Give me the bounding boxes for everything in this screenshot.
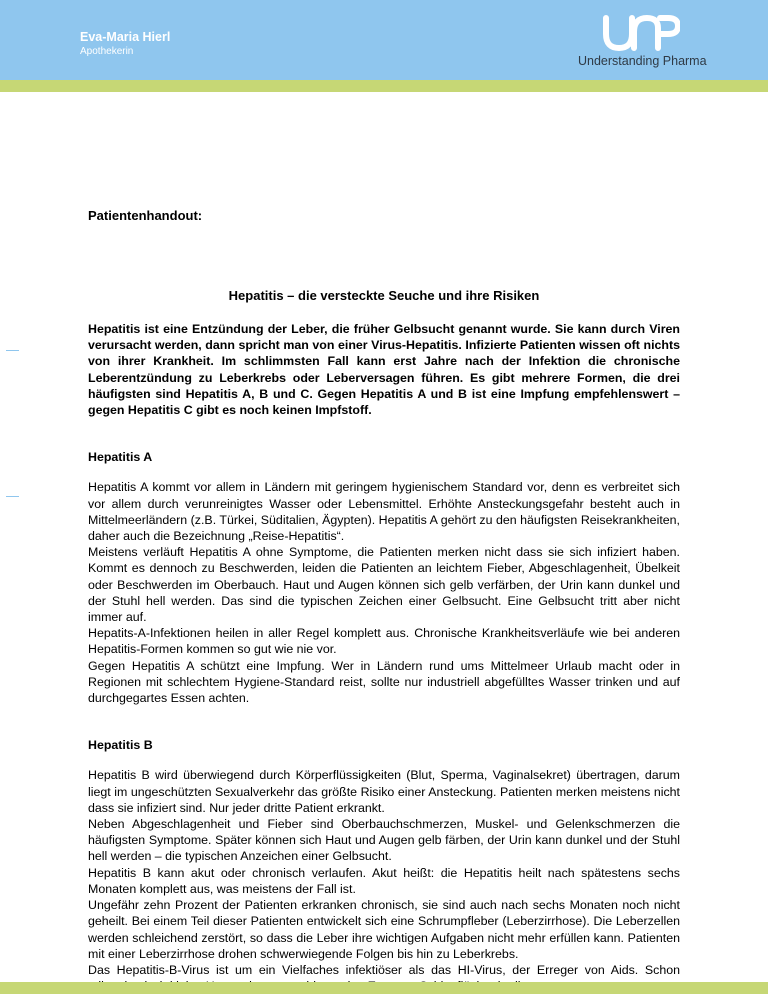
paragraph: Das Hepatitis-B-Virus ist um ein Vielfaches infektiöser als das HI-Virus, der Erreger von Aids. Schon: [88, 962, 680, 977]
paragraph: Hepatitis A kommt vor allem in Ländern mit geringem hygienischem Standard vor, denn es verbreitet sich vor allem durch verunreinigtes Wasser oder Lebensmittel. Erhöhte Ansteckungsgefahr besteht auch in Mittelmeerländern (z.B. Türkei, Süditalien, Ägypten). Hepatitis A gehört zu den häufigsten Reisekrankheiten, daher auch die Bezeichnung „Reise-Hepatitis“.: [88, 480, 680, 544]
author-role: Apothekerin: [80, 46, 134, 57]
header-accent-bar: [0, 80, 768, 92]
section-heading-hepatitis-b: Hepatitis B: [88, 738, 153, 753]
paragraph: Hepatitis B kann akut oder chronisch verlaufen. Akut heißt: die Hepatitis heilt nach spätestens sechs Monaten komplett aus, was meistens der Fall ist.: [88, 865, 680, 896]
document-body: [88, 321, 680, 994]
document-label: Patientenhandout:: [88, 208, 203, 223]
margin-mark: [6, 496, 19, 497]
paragraph: Hepatits-A-Infektionen heilen in aller Regel komplett aus. Chronische Krankheitsverläufe wie bei anderen Hepatitis-Formen kommen so gut wie nie vor.: [88, 626, 680, 657]
page-header: [0, 0, 768, 80]
intro-paragraph: Hepatitis ist eine Entzündung der Leber, die früher Gelbsucht genannt wurde. Sie kann durch Viren verursacht werden, dann spricht man von einer Virus-Hepatitis. Infizierte Patienten wissen oft nichts von ihrer Krankheit. Im schlimmsten Fall kann erst Jahre nach der Infektion die chronische Leberentzündung zu Leberkrebs oder Leberversagen führen. Es gibt mehrere Formen, die drei häufigsten sind Hepatitis A, B und C. Gegen Hepatitis A und B ist eine Impfung empfehlenswert – gegen Hepatitis C gibt es noch keinen Impfstoff.: [88, 322, 680, 418]
unp-logo-icon: [600, 14, 680, 54]
paragraph: Neben Abgeschlagenheit und Fieber sind Oberbauchschmerzen, Muskel- und Gelenkschmerzen die häufigsten Symptome. Später können sich Haut und Augen gelb färben, der Urin kann dunkel und der Stuhl hell werden – die typischen Anzeichen einer Gelbsucht.: [88, 817, 680, 864]
author-name: Eva-Maria Hierl: [80, 30, 171, 44]
paragraph: Meistens verläuft Hepatitis A ohne Symptome, die Patienten merken nicht dass sie sich infiziert haben. Kommt es dennoch zu Beschwerden, leiden die Patienten an leichtem Fieber, Abgeschlagenheit, Übelkeit oder Beschwerden im Oberbauch. Haut und Augen können sich gelb verfärben, der Urin kann dunkel und der Stuhl hell werden. Das sind die typischen Zeichen einer Gelbsucht. Eine Gelbsucht tritt aber nicht immer auf.: [88, 545, 680, 625]
document-title: Hepatitis – die versteckte Seuche und ihre Risiken: [228, 288, 540, 303]
paragraph: Ungefähr zehn Prozent der Patienten erkranken chronisch, sie sind auch nach sechs Monaten noch nicht geheilt. Bei einem Teil dieser Patienten entwickelt sich eine Schrumpfleber (Leberzirrhose). Die Leberzellen werden schleichend zerstört, so dass die Leber ihre wichtigen Aufgaben nicht mehr erfüllen kann. Patienten mit einer Leberzirrhose drohen schwerwiegende Folgen bis hin zu Leberkrebs.: [88, 898, 680, 961]
margin-mark: [6, 350, 19, 351]
paragraph: Hepatitis B wird überwiegend durch Körperflüssigkeiten (Blut, Sperma, Vaginalsekret) übertragen, darum liegt im ungeschützten Sexualverkehr das größte Risiko einer Ansteckung. Patienten merken meistens nicht dass sie infiziert sind. Nur jeder dritte Patient erkrankt.: [88, 768, 680, 815]
footer-accent-bar: [0, 982, 768, 994]
section-heading-hepatitis-a: Hepatitis A: [88, 450, 153, 465]
paragraph: Gegen Hepatitis A schützt eine Impfung. Wer in Ländern rund ums Mittelmeer Urlaub macht oder in Regionen mit schlechtem Hygiene-Standard reist, sollte nur industriell abgefülltes Wasser trinken und auf durchgegartes Essen achten.: [88, 658, 680, 706]
brand-name: Understanding Pharma: [578, 54, 707, 68]
